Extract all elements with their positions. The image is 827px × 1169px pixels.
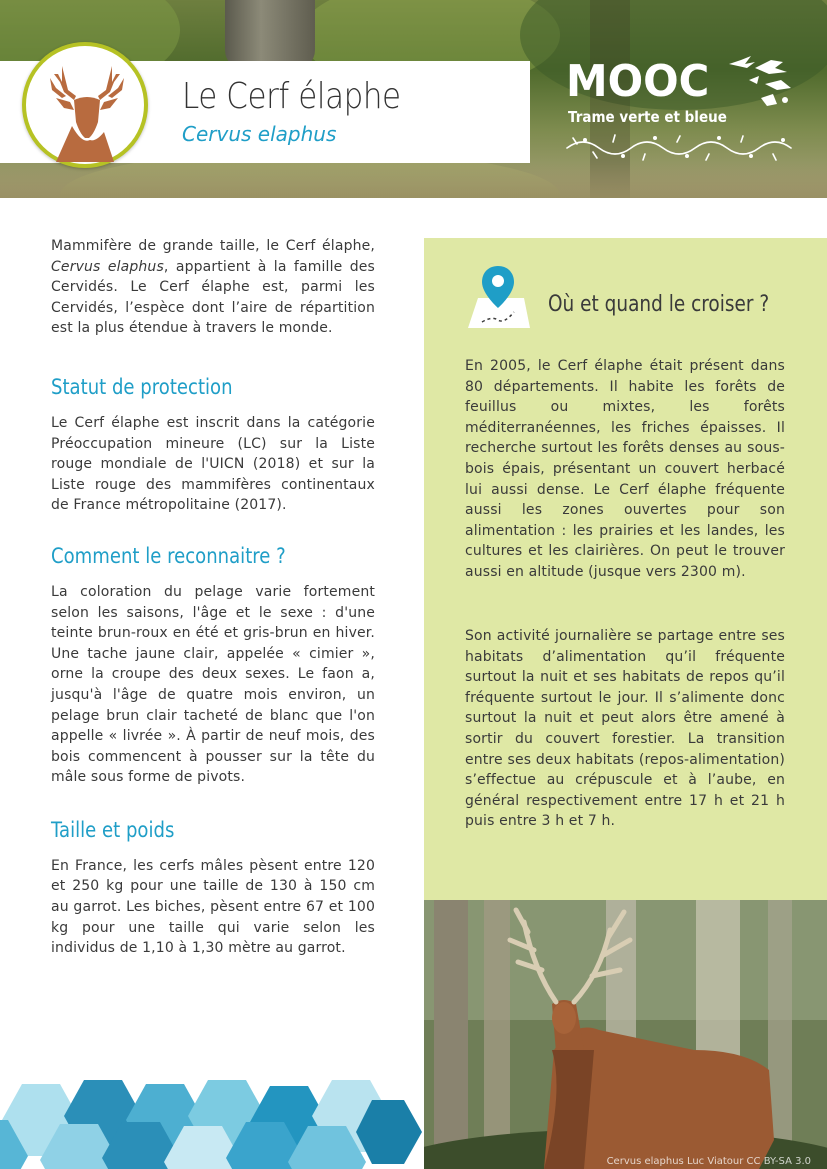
where-when-title: Où et quand le croiser ?	[548, 292, 770, 317]
left-column	[51, 236, 375, 959]
hexagon-decoration	[0, 1080, 424, 1169]
birds-icon	[721, 54, 793, 114]
deer-photo	[424, 900, 827, 1169]
map-pin-icon	[462, 262, 534, 334]
mooc-logo	[563, 56, 803, 162]
badge	[22, 42, 148, 168]
intro-latin: Cervus elaphus	[51, 258, 164, 275]
heading-recognize: Comment le reconnaitre ?	[51, 543, 286, 568]
photo-credit: Cervus elaphus Luc Viatour CC BY-SA 3.0	[606, 1156, 811, 1167]
deer-head-icon	[32, 52, 142, 162]
heading-protection: Statut de protection	[51, 374, 233, 399]
where-when-paragraph-2: Son activité journalière se partage entre ses habitats d’alimentation qu’il fréquente surtout la nuit et ses habitats de repos qu’il fréquente surtout le jour. Il s’alimente donc surtout la nuit et peut alors être amené à sortir du couvert forestier. La transition entre ses deux habitats (repos-alimentation) s’effectue au crépuscule et à l’aube, en général respectivement entre 17 h et 21 h puis entre 3 h et 7 h.	[465, 628, 785, 830]
recognize-text: La coloration du pelage varie fortement selon les saisons, l'âge et le sexe : d'une teinte brun-roux en été et gris-brun en hiver. Une tache jaune clair, appelée « cimier », orne la croupe des deux sexes. Le faon a, jusqu'à l'âge de quatre mois environ, un pelage brun clair tacheté de blanc que l'on appelle « livrée ». À partir de neuf mois, des bois commencent à pousser sur la tête du mâle sous forme de pivots.	[51, 583, 375, 786]
size-text: En France, les cerfs mâles pèsent entre 120 et 250 kg pour une taille de 130 à 150 cm au garrot. Les biches, pèsent entre 67 et 100 kg pour une taille qui varie selon les individus de 1,10 à 1,30 mètre au garrot.	[51, 857, 375, 957]
intro-text	[51, 236, 375, 339]
intro-before: Mammifère de grande taille, le Cerf élaphe,	[51, 238, 375, 254]
where-when-paragraph-1: En 2005, le Cerf élaphe était présent dans 80 départements. Il habite les forêts de feuillus ou mixtes, les forêts méditerranéennes, les friches épaisses. Il recherche surtout les forêts denses au sous-bois épais, présentant un couvert herbacé lui aussi dense. Le Cerf élaphe fréquente aussi les zones ouvertes pour son alimentation : les prairies et les landes, les cultures et les clairières. On peut le trouver aussi en altitude (jusque vers 2300 m).	[465, 358, 785, 580]
page-title: Le Cerf élaphe	[182, 76, 401, 117]
logo-subtitle: Trame verte et bleue	[568, 108, 727, 126]
protection-text: Le Cerf élaphe est inscrit dans la catégorie Préoccupation mineure (LC) sur la Liste rouge mondiale de l'UICN (2018) et sur la Liste rouge des mammifères continentaux de France métropolitaine (2017).	[51, 414, 375, 514]
latin-name: Cervus elaphus	[182, 122, 337, 146]
flourish-icon	[563, 132, 799, 162]
intro-after: , appartient à la famille des Cervidés. Le Cerf élaphe est, parmi les Cervidés, l’espèce dont l’aire de répartition est la plus étendue à travers le monde.	[51, 258, 375, 337]
heading-size: Taille et poids	[51, 817, 175, 842]
logo-text: MOOC	[566, 56, 710, 107]
